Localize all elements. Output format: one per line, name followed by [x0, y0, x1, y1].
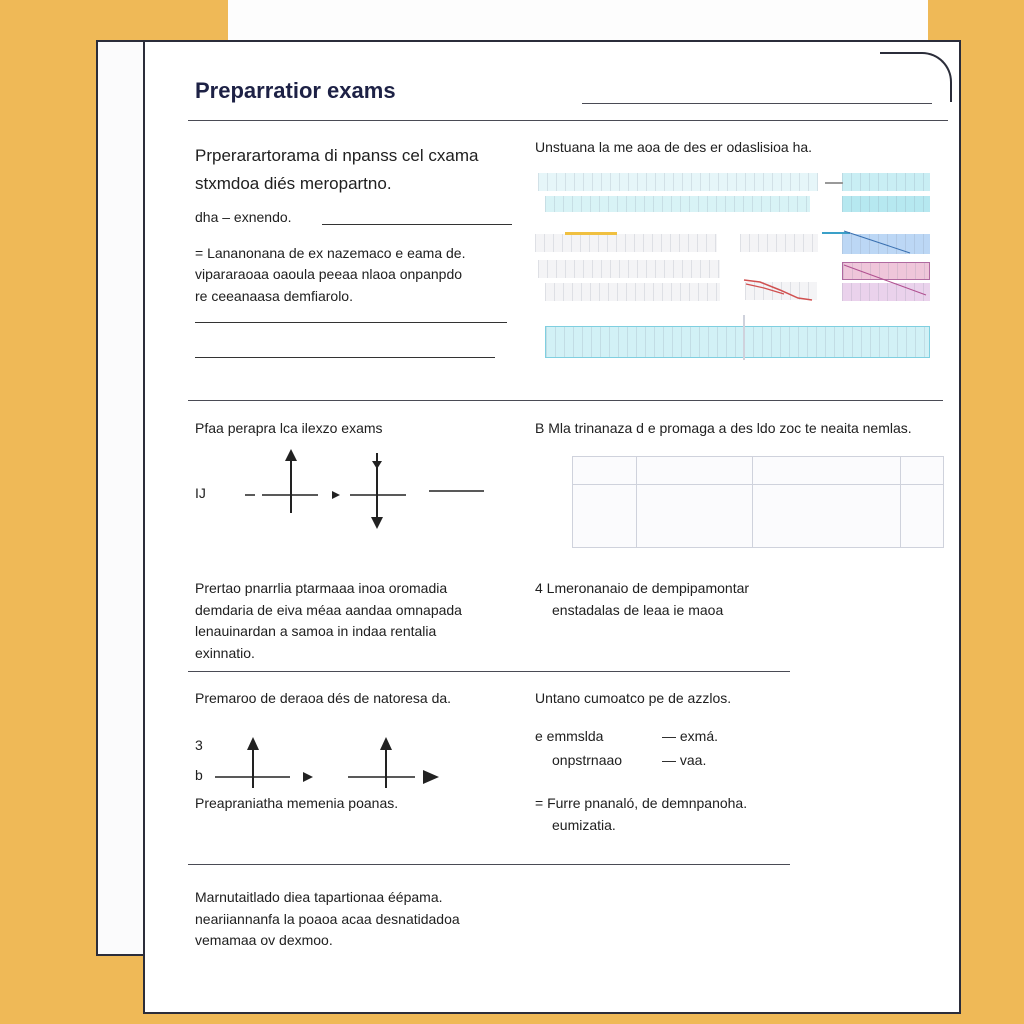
footer-line3: vemamaa ov dexmoo.	[195, 932, 333, 948]
row2-key: onpstrnaao	[552, 752, 623, 768]
arrow-diagram	[215, 730, 445, 790]
chart-band	[535, 234, 717, 252]
chart-scribble	[740, 270, 820, 304]
chart-marker	[565, 232, 617, 235]
paragraph-line2: demdaria de eiva méaa aandaa omnapada	[195, 602, 462, 618]
footer-line1: Marnutaitlado diea tapartionaa éépama.	[195, 889, 443, 905]
section-five-heading: Premaroo de deraoa dés de natoresa da.	[195, 690, 452, 706]
row1-value: — exmá.	[662, 728, 719, 744]
paragraph-line4: exinnatio.	[195, 645, 255, 661]
section-divider	[188, 120, 948, 121]
chart-band	[842, 196, 930, 212]
note-line1: = Furre pnanaló, de demnpanoha.	[535, 795, 748, 811]
chart-band	[538, 260, 720, 278]
chart-band	[545, 196, 810, 212]
chart-axis	[743, 315, 745, 360]
fill-label: dha – exnendo.	[195, 209, 292, 225]
table-col-line	[752, 456, 753, 548]
middle-heading: Pfaa perapra lca ilexzo exams	[195, 420, 383, 436]
chart-connector	[825, 182, 843, 184]
table-col-line	[900, 456, 901, 548]
chart-caption: Unstuana la me aoa de des er odaslisioa ha.	[535, 139, 813, 155]
chart-bar-cyan	[545, 326, 930, 358]
section-five-right-heading: Untano cumoatco pe de azzlos.	[535, 690, 732, 706]
section-divider	[188, 864, 790, 865]
label-3: 3	[195, 737, 203, 753]
chart-trend-lines	[840, 225, 932, 305]
section-divider	[188, 400, 943, 401]
bullet-line2: vipararaoaa oaoula peeaa nlaoa onpanpdo	[195, 266, 463, 282]
row2-value: — vaa.	[662, 752, 707, 768]
answer-line	[195, 357, 495, 358]
section-heading-line1: Prperarartorama di npanss cel cxama	[195, 146, 479, 165]
diagram-caption: Preapraniatha memenia poanas.	[195, 795, 399, 811]
section-divider	[188, 671, 790, 672]
chart-band	[538, 173, 818, 191]
bullet-line1: = Lananonana de ex nazemaco e eama de.	[195, 245, 466, 261]
item-4-line2: enstadalas de leaa ie maoa	[552, 602, 724, 618]
paragraph-line1: Prertao pnarrlia ptarmaaa inoa oromadia	[195, 580, 448, 596]
side-label: IJ	[195, 485, 206, 501]
paragraph-line3: lenauinardan a samoa in indaa rentalia	[195, 623, 437, 639]
table-col-line	[636, 456, 637, 548]
middle-right-heading: B Mla trinanaza d e promaga a des ldo zoc te neaita nemlas.	[535, 420, 912, 436]
item-4-line1: 4 Lmeronanaio de dempipamontar	[535, 580, 750, 596]
label-b: b	[195, 767, 203, 783]
axis-diagram	[240, 445, 490, 535]
sheet-corner	[880, 52, 952, 102]
chart-band	[740, 234, 818, 252]
table-row-line	[572, 484, 944, 485]
row1-key: e emmslda	[535, 728, 604, 744]
note-line2: eumizatia.	[552, 817, 616, 833]
chart-band	[545, 283, 720, 301]
answer-line	[195, 322, 507, 323]
answer-blank	[322, 224, 512, 225]
bullet-line3: re ceeanaasa demfiarolo.	[195, 288, 353, 304]
page-title: Preparratior exams	[195, 78, 396, 103]
section-heading-line2: stxmdoa diés meropartno.	[195, 174, 392, 193]
empty-table	[572, 456, 944, 548]
footer-line2: neariiannanfa la poaoa acaa desnatidadoa	[195, 911, 460, 927]
title-rule	[582, 103, 932, 104]
chart-band	[842, 173, 930, 191]
